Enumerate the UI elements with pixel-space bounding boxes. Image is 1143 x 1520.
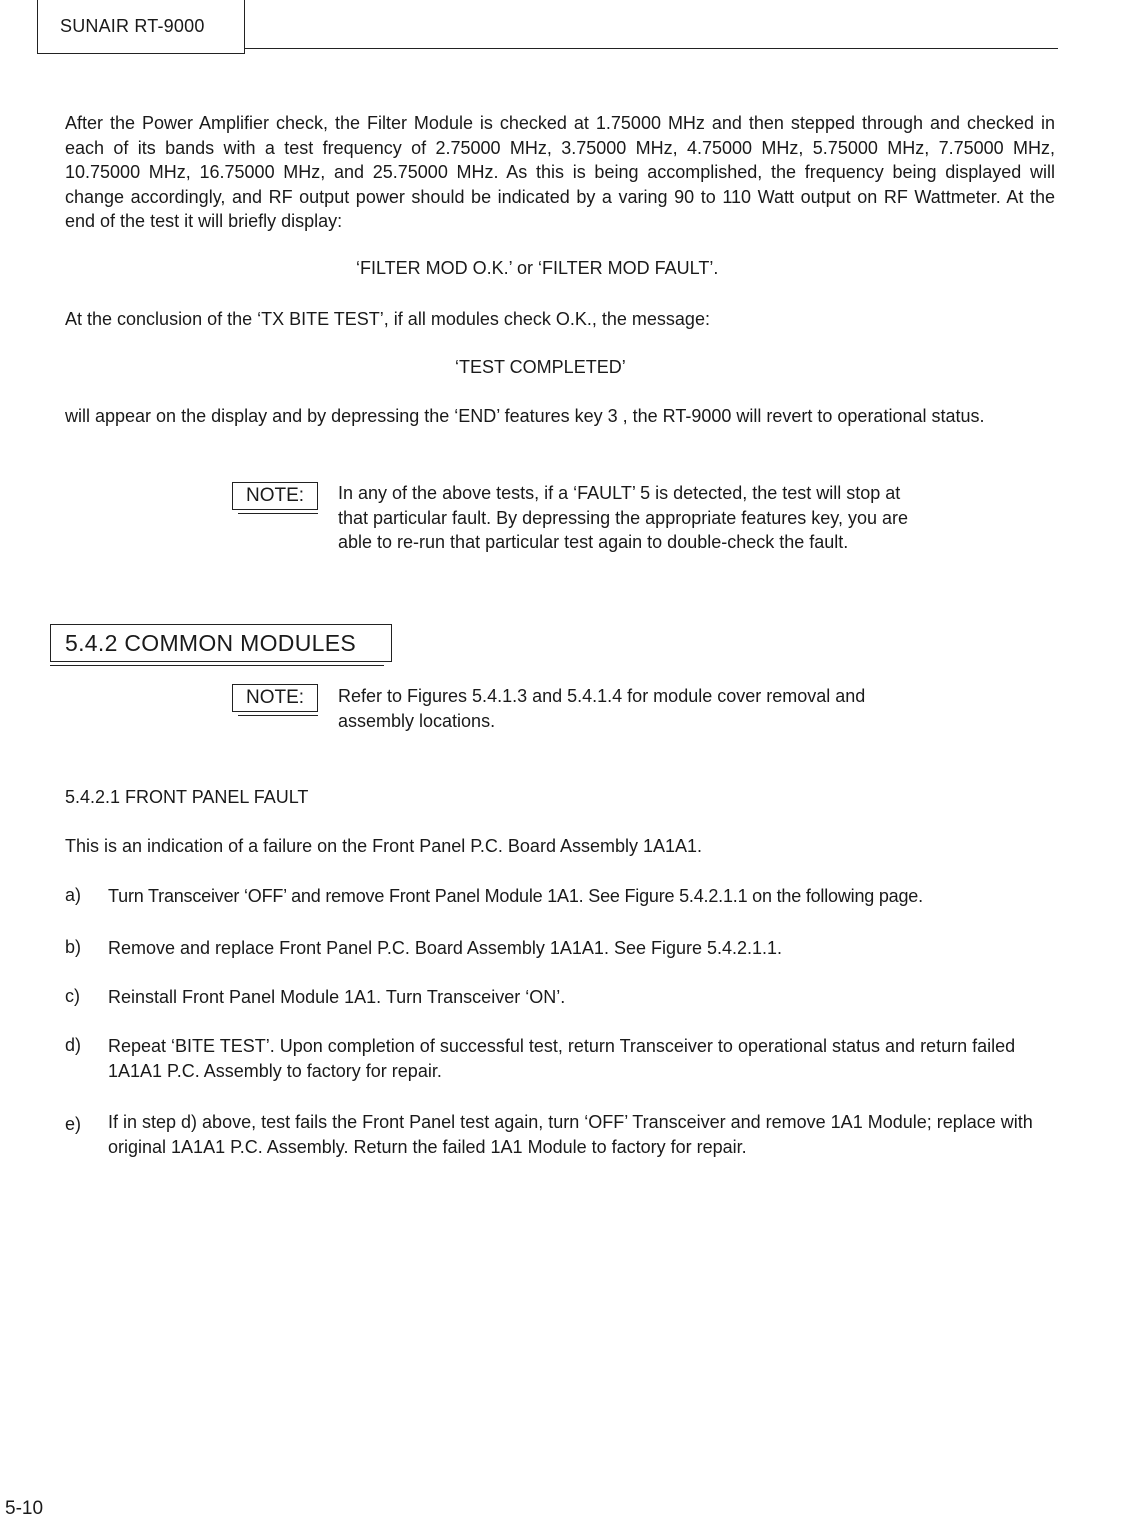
step-text: Remove and replace Front Panel P.C. Board Assembly 1A1A1. See Figure 5.4.2.1.1. [108,938,783,958]
subsection-intro: This is an indication of a failure on the Front Panel P.C. Board Assembly 1A1A1. [65,836,703,856]
display-message: ‘FILTER MOD O.K.’ or ‘FILTER MOD FAULT’. [356,258,719,278]
step-letter: e) [65,1114,82,1134]
step-letter: d) [65,1035,82,1055]
section-underline [50,665,384,666]
step-letter: b) [65,937,82,957]
test-completed-message: ‘TEST COMPLETED’ [455,357,626,377]
page-number: 5-10 [5,1498,44,1519]
step-letter: a) [65,885,82,905]
step-letter: c) [65,986,80,1006]
note-label-box: NOTE: [232,684,318,712]
note-label-box: NOTE: [232,482,318,510]
header-box [37,0,245,54]
header-rule [245,48,1058,49]
step-text: If in step d) above, test fails the Front Panel test again, turn ‘OFF’ Transceiver and remove 1A1 Module; replace with original 1A1A1 P.C. Assembly. Return the failed 1A1 Module to factory for repair. [108,1112,1033,1157]
step-text: Reinstall Front Panel Module 1A1. Turn Transceiver ‘ON’. [108,987,566,1007]
step-text: Repeat ‘BITE TEST’. Upon completion of successful test, return Transceiver to operational status and return failed 1A1A1 P.C. Assembly to factory for repair. [108,1036,1016,1081]
section-heading: 5.4.2 COMMON MODULES [65,630,356,656]
conclusion-paragraph: will appear on the display and by depressing the ‘END’ features key 3 , the RT-9000 will revert to operational status. [65,406,985,426]
note-text: In any of the above tests, if a ‘FAULT’ 5 is detected, the test will stop at that particular fault. By depressing the appropriate features key, you are able to re-run that particular test again to double-check the fault. [338,483,908,552]
note-text: Refer to Figures 5.4.1.3 and 5.4.1.4 for module cover removal and assembly locations. [338,686,866,731]
subsection-heading: 5.4.2.1 FRONT PANEL FAULT [65,787,309,807]
note-underline [238,513,318,514]
section-heading-box [50,624,392,662]
intro-paragraph: After the Power Amplifier check, the Filter Module is checked at 1.75000 MHz and then stepped through and checked in each of its bands with a test frequency of 2.75000 MHz, 3.75000 MHz, 4.75000 MHz, 5.75000 MHz, 7.75000 MHz, 10.75000 MHz, 16.75000 MHz, and 25.75000 MHz. As this is being accomplished, the frequency being displayed will change accordingly, and RF output power should be indicated by a varing 90 to 110 Watt output on RF Wattmeter. At the end of the test it will briefly display: [65,113,1055,231]
document-title: SUNAIR RT-9000 [60,16,205,36]
note-underline [238,715,318,716]
step-text: Turn Transceiver ‘OFF’ and remove Front Panel Module 1A1. See Figure 5.4.2.1.1 on the following page. [108,886,923,906]
conclusion-line: At the conclusion of the ‘TX BITE TEST’, if all modules check O.K., the message: [65,309,710,329]
